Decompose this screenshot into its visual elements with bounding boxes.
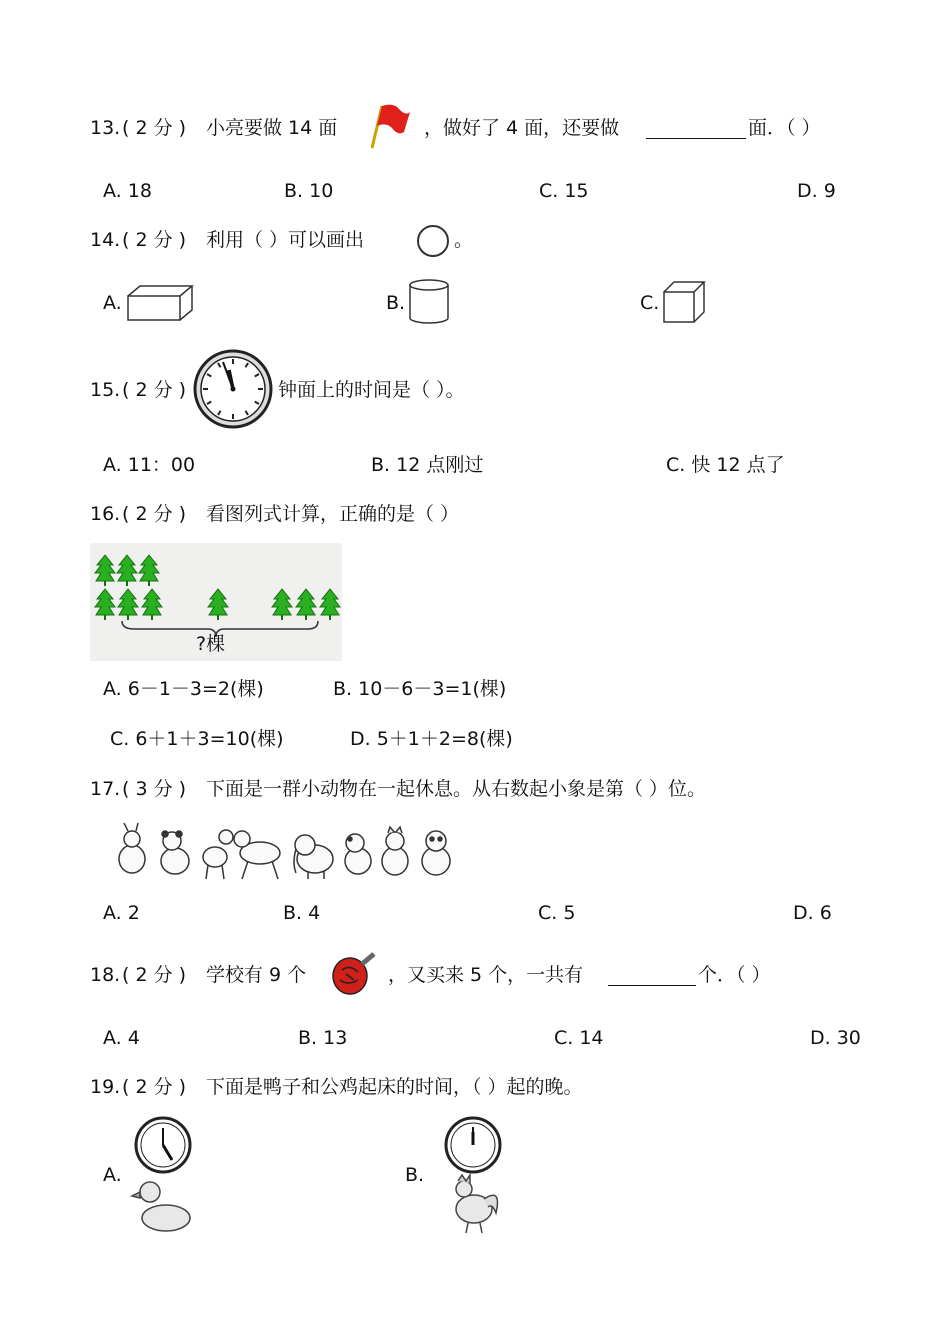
rooster-with-clock-icon — [440, 1113, 506, 1237]
option-a: A. 11：00 — [103, 454, 196, 476]
question-score: ( 3 分 ) — [122, 778, 187, 800]
circle-icon — [414, 222, 452, 260]
option-c: C. 15 — [539, 180, 589, 202]
red-flag-icon — [366, 102, 412, 150]
duck-with-clock-icon — [130, 1116, 196, 1236]
option-b: B. — [405, 1164, 425, 1186]
question-text: 钟面上的时间是（ ）。 — [278, 379, 465, 401]
question-score: ( 2 分 ) — [122, 379, 187, 401]
option-a: A. 6－1－3=2(棵) — [103, 678, 264, 700]
answer-blank — [608, 967, 696, 986]
question-score: ( 2 分 ) — [122, 964, 187, 986]
option-c: C. 5 — [538, 902, 576, 924]
cube-icon — [662, 280, 706, 324]
cylinder-icon — [406, 278, 452, 326]
option-d: D. 6 — [793, 902, 832, 924]
option-d: D. 5＋1＋2=8(棵) — [350, 728, 513, 750]
question-score: ( 2 分 ) — [122, 229, 187, 251]
option-b: B. 10 — [284, 180, 334, 202]
cuboid-icon — [126, 284, 196, 324]
diagram-label: ?棵 — [196, 633, 226, 655]
option-a: A. 2 — [103, 902, 140, 924]
question-text: 个．（ ） — [698, 964, 771, 986]
option-b: B. 13 — [298, 1027, 348, 1049]
question-number: 13. — [90, 117, 121, 139]
question-text: 学校有 9 个 — [206, 964, 307, 986]
question-text: 面．（ ） — [748, 117, 821, 139]
option-a: A. 4 — [103, 1027, 140, 1049]
answer-blank — [646, 120, 746, 139]
option-c: C. 14 — [554, 1027, 604, 1049]
option-a: A. — [103, 1164, 122, 1186]
question-text: 下面是鸭子和公鸡起床的时间，（ ）起的晚。 — [206, 1076, 583, 1098]
question-score: ( 2 分 ) — [122, 503, 187, 525]
question-text: ，又买来 5 个，一共有 — [388, 964, 584, 986]
ping-pong-paddle-icon — [330, 952, 378, 998]
trees-diagram-icon — [90, 543, 342, 661]
option-c: C. — [640, 292, 660, 314]
question-number: 17. — [90, 778, 121, 800]
question-text: 利用（ ）可以画出 — [206, 229, 365, 251]
question-number: 14. — [90, 229, 121, 251]
question-text: 下面是一群小动物在一起休息。从右数起小象是第（ ）位。 — [206, 778, 707, 800]
question-number: 18. — [90, 964, 121, 986]
option-d: D. 9 — [797, 180, 836, 202]
question-text: 小亮要做 14 面 — [206, 117, 338, 139]
option-b: B. 4 — [283, 902, 321, 924]
question-score: ( 2 分 ) — [122, 1076, 187, 1098]
animals-row-icon — [110, 823, 460, 883]
question-text: 看图列式计算，正确的是（ ） — [206, 503, 460, 525]
option-b: B. — [386, 292, 406, 314]
clock-icon — [193, 348, 273, 430]
question-score: ( 2 分 ) — [122, 117, 187, 139]
question-text: ，做好了 4 面，还要做 — [424, 117, 620, 139]
question-number: 15. — [90, 379, 121, 401]
option-c: C. 快 12 点了 — [666, 454, 785, 476]
option-d: D. 30 — [810, 1027, 861, 1049]
option-b: B. 12 点刚过 — [371, 454, 484, 476]
option-c: C. 6＋1＋3=10(棵) — [110, 728, 284, 750]
question-number: 19. — [90, 1076, 121, 1098]
option-a: A. 18 — [103, 180, 152, 202]
option-b: B. 10－6－3=1(棵) — [333, 678, 507, 700]
option-a: A. — [103, 292, 122, 314]
question-number: 16. — [90, 503, 121, 525]
question-text: 。 — [454, 229, 474, 251]
